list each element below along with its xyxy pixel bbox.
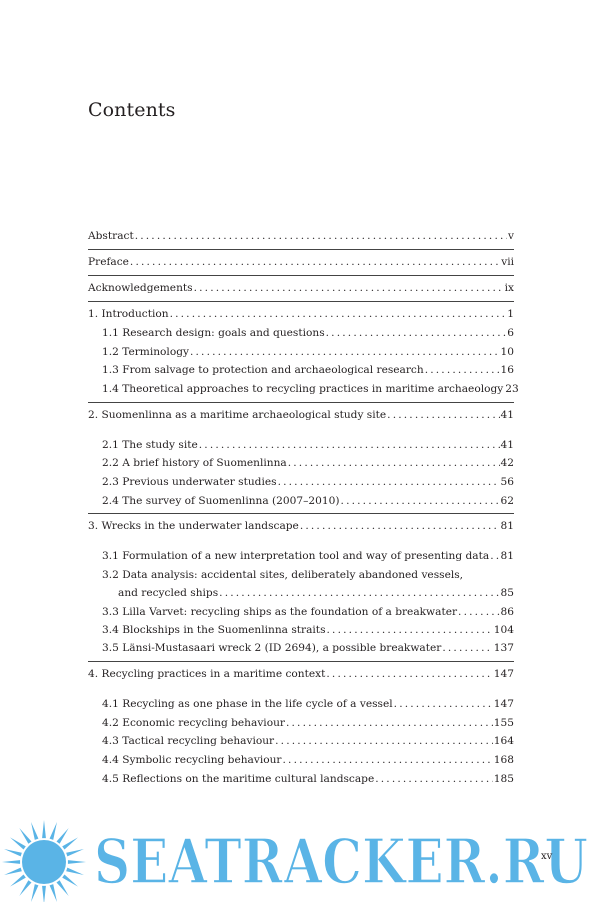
toc-entry-label: 4.1 Recycling as one phase in the life cycle of a vessel	[102, 698, 393, 710]
toc-entry-chapter-4[interactable]	[88, 668, 514, 681]
dot-leader	[425, 364, 500, 377]
toc-entry-3-2[interactable]	[118, 587, 514, 600]
sun-ray	[4, 868, 22, 875]
toc-entry-page: 168	[493, 754, 514, 766]
sun-ray	[10, 837, 26, 849]
toc-entry-page: 16	[500, 364, 514, 376]
toc-entry-label: 2.1 The study site	[102, 439, 198, 451]
toc-entry-label: 3.5 Länsi-Mustasaari wreck 2 (ID 2694), a possible breakwater	[102, 642, 442, 654]
toc-entry-page: 1	[507, 308, 514, 320]
toc-entry-label: 3. Wrecks in the underwater landscape	[88, 520, 299, 532]
toc-entry-2-2[interactable]	[102, 457, 514, 470]
dot-leader	[387, 409, 499, 422]
toc-entry-3-4[interactable]	[102, 624, 514, 637]
watermark	[0, 812, 604, 902]
toc-entry-page: 81	[500, 550, 514, 562]
toc-entry-label: 1.2 Terminology	[102, 346, 189, 358]
toc-entry-page: 62	[500, 495, 514, 507]
toc-entry-label: 2.2 A brief history of Suomenlinna	[102, 457, 287, 469]
sun-ray	[50, 822, 57, 840]
toc-entry-page: 41	[500, 409, 514, 421]
dot-leader	[394, 698, 493, 711]
dot-leader	[283, 754, 493, 767]
toc-entry-page: vii	[501, 256, 514, 268]
toc-entry-page: 85	[500, 587, 514, 599]
toc-entry-label: 3.4 Blockships in the Suomenlinna straits	[102, 624, 326, 636]
dot-leader	[135, 230, 507, 243]
dot-leader	[442, 642, 492, 655]
sun-ray	[57, 828, 69, 844]
dot-leader	[458, 606, 499, 619]
watermark-text: SEATRACKER.RU	[94, 825, 588, 898]
toc-entry-2-3[interactable]	[102, 476, 514, 489]
sun-ray	[19, 828, 31, 844]
dot-leader	[300, 520, 500, 533]
toc-entry-label: 1.3 From salvage to protection and archaeological research	[102, 364, 424, 376]
sun-ray	[62, 875, 78, 887]
toc-entry-page: 42	[500, 457, 514, 469]
sun-ray	[66, 849, 84, 856]
sun-ray	[68, 860, 86, 864]
toc-entry-page: 147	[493, 698, 514, 710]
toc-entry-label: 4. Recycling practices in a maritime context	[88, 668, 326, 680]
toc-entry-1-4[interactable]	[102, 383, 519, 396]
toc-entry-page: ix	[504, 282, 514, 294]
toc-entry-label: 1.1 Research design: goals and questions	[102, 327, 325, 339]
toc-entry-page: 10	[500, 346, 514, 358]
toc-entry-2-4[interactable]	[102, 495, 514, 508]
toc-entry-4-2[interactable]	[102, 717, 514, 730]
dot-leader	[375, 773, 493, 786]
sun-ray	[42, 820, 46, 838]
sun-ray	[31, 822, 38, 840]
toc-entry-2-1[interactable]	[102, 439, 514, 452]
toc-entry-page: 164	[493, 735, 514, 747]
toc-entry-chapter-2[interactable]	[88, 409, 514, 422]
toc-entry-1-3[interactable]	[102, 364, 514, 377]
dot-leader	[490, 550, 499, 563]
toc-entry-label: Preface	[88, 256, 129, 268]
toc-entry-page: v	[508, 230, 514, 242]
toc-entry-label: 4.3 Tactical recycling behaviour	[102, 735, 275, 747]
toc-entry-3-3[interactable]	[102, 606, 514, 619]
dot-leader	[170, 308, 507, 321]
toc-entry-label: 1. Introduction	[88, 308, 169, 320]
separator-line	[88, 661, 514, 662]
toc-entry-abstract[interactable]	[88, 230, 514, 243]
sun-ray	[42, 886, 46, 902]
dot-leader	[199, 439, 500, 452]
toc-entry-page: 155	[493, 717, 514, 729]
toc-entry-page: 81	[500, 520, 514, 532]
toc-entry-label: 2.3 Previous underwater studies	[102, 476, 277, 488]
toc-entry-label: 3.1 Formulation of a new interpretation tool and way of presenting data	[102, 550, 490, 562]
toc-entry-label: Abstract	[88, 230, 134, 242]
sun-ray	[50, 884, 57, 902]
dot-leader	[130, 256, 500, 269]
toc-entry-label: 2.4 The survey of Suomenlinna (2007–2010)	[102, 495, 340, 507]
toc-entry-4-4[interactable]	[102, 754, 514, 767]
toc-entry-label: 1.4 Theoretical approaches to recycling practices in maritime archaeology	[102, 383, 504, 395]
dot-leader	[190, 346, 500, 359]
toc-entry-page: 23	[505, 383, 519, 395]
toc-entry-4-5[interactable]	[102, 773, 514, 786]
dot-leader	[219, 587, 499, 600]
toc-entry-page: 56	[500, 476, 514, 488]
toc-entry-page: 86	[500, 606, 514, 618]
dot-leader	[194, 282, 504, 295]
toc-entry-label: 4.2 Economic recycling behaviour	[102, 717, 285, 729]
toc-entry-page: 6	[507, 327, 514, 339]
toc-entry-1-2[interactable]	[102, 346, 514, 359]
toc-entry-4-3[interactable]	[102, 735, 514, 748]
dot-leader	[326, 668, 492, 681]
sun-ray	[31, 884, 38, 902]
toc-entry-3-2-first-line: 3.2 Data analysis: accidental sites, deliberately abandoned vessels,	[102, 569, 464, 581]
toc-entry-acknowledgements[interactable]	[88, 282, 514, 295]
dot-leader	[341, 495, 500, 508]
toc-entry-label: and recycled ships	[118, 587, 219, 599]
toc-entry-3-1[interactable]	[102, 550, 514, 563]
separator-line	[88, 249, 514, 250]
separator-line	[88, 275, 514, 276]
dot-leader	[288, 457, 500, 470]
separator-line	[88, 301, 514, 302]
toc-entry-page: 137	[493, 642, 514, 654]
toc-entry-page: 185	[493, 773, 514, 785]
toc-entry-label: 4.4 Symbolic recycling behaviour	[102, 754, 282, 766]
toc-entry-preface[interactable]	[88, 256, 514, 269]
sun-ray	[19, 880, 31, 896]
toc-entry-chapter-1[interactable]	[88, 308, 514, 321]
dot-leader	[275, 735, 493, 748]
page-title: Contents	[88, 99, 176, 121]
toc-entry-chapter-3[interactable]	[88, 520, 514, 533]
sun-ray	[57, 880, 69, 896]
toc-entry-label: 3.3 Lilla Varvet: recycling ships as the foundation of a breakwater	[102, 606, 458, 618]
toc-entry-1-1[interactable]	[102, 327, 514, 340]
page-number: xv	[541, 851, 553, 862]
toc-entry-label: Acknowledgements	[88, 282, 193, 294]
toc-entry-3-5[interactable]	[102, 642, 514, 655]
dot-leader	[327, 624, 493, 637]
toc-entry-page: 104	[493, 624, 514, 636]
toc-entry-page: 41	[500, 439, 514, 451]
sun-ray	[66, 868, 84, 875]
sun-icon	[2, 820, 86, 902]
sun-ray	[2, 860, 20, 864]
toc-entry-4-1[interactable]	[102, 698, 514, 711]
dot-leader	[278, 476, 500, 489]
toc-entry-label: 2. Suomenlinna as a maritime archaeological study site	[88, 409, 387, 421]
toc-entry-page: 147	[493, 668, 514, 680]
separator-line	[88, 402, 514, 403]
sun-ray	[62, 837, 78, 849]
dot-leader	[286, 717, 493, 730]
toc-entry-label: 4.5 Reflections on the maritime cultural landscape	[102, 773, 375, 785]
separator-line	[88, 513, 514, 514]
dot-leader	[326, 327, 507, 340]
sun-ray	[4, 849, 22, 856]
sun-ray	[10, 875, 26, 887]
